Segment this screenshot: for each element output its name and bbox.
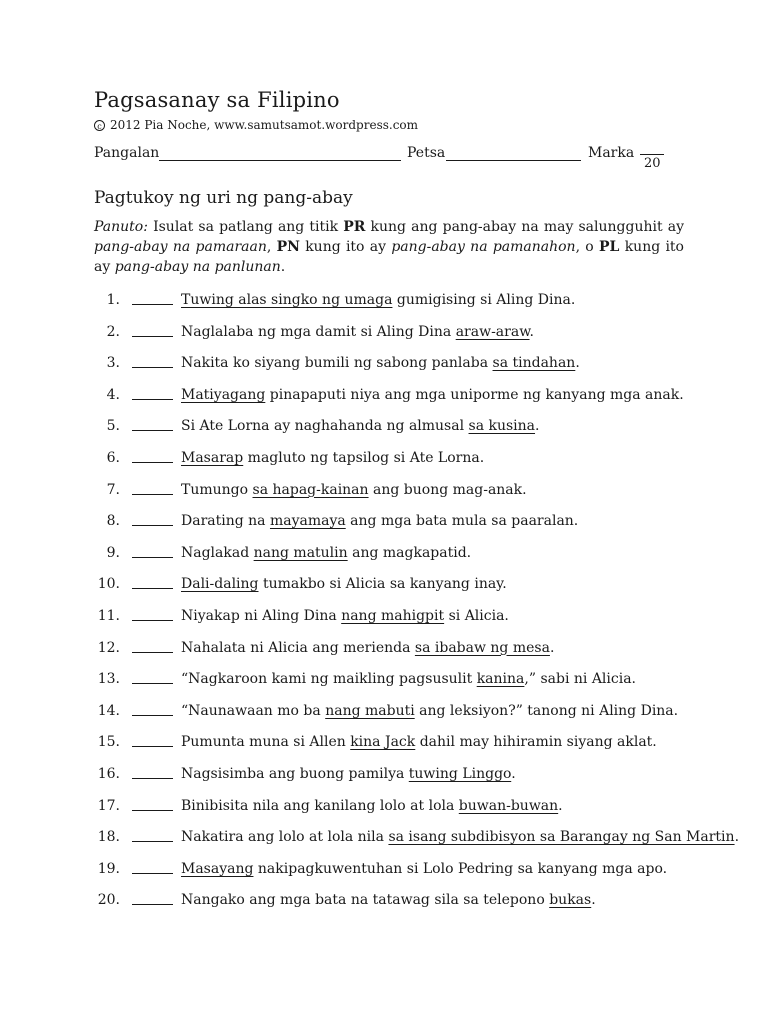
question-sentence xyxy=(181,542,471,564)
sentence-text: . xyxy=(549,639,555,656)
question-item xyxy=(94,352,694,384)
sentence-text: Binibisita nila ang kanilang lolo at lola xyxy=(181,797,459,814)
underlined-adverb: Masarap xyxy=(181,449,244,466)
question-item xyxy=(94,889,694,921)
sentence-text: Niyakap ni Aling Dina xyxy=(181,607,342,624)
underlined-adverb: sa ibabaw ng mesa xyxy=(414,639,550,656)
sentence-text: Nahalata ni Alicia ang merienda xyxy=(181,639,415,656)
instructions-text: kung ang pang-abay na may salungguhit ay xyxy=(365,219,684,235)
sentence-text: ang mga bata mula sa paaralan. xyxy=(345,513,579,530)
question-sentence xyxy=(181,510,578,532)
sentence-text: . xyxy=(529,323,534,340)
instructions-text: kung ito ay xyxy=(299,239,392,255)
answer-blank[interactable] xyxy=(132,479,173,495)
answer-blank[interactable] xyxy=(132,826,173,842)
sentence-text: Naglalaba ng mga damit si Aling Dina xyxy=(181,323,456,340)
underlined-adverb: sa hapag-kainan xyxy=(252,481,369,498)
score-label: Marka xyxy=(588,145,635,161)
answer-blank[interactable] xyxy=(132,668,173,684)
question-sentence xyxy=(181,889,596,911)
score-total: 20 xyxy=(644,156,661,171)
sentence-text: Si Ate Lorna ay naghahanda ng almusal xyxy=(181,418,469,435)
underlined-adverb: sa kusina xyxy=(468,418,536,435)
question-sentence xyxy=(181,668,636,690)
question-sentence xyxy=(181,731,657,753)
copyright-icon: c xyxy=(94,120,105,131)
question-number: 13. xyxy=(97,671,120,688)
question-item xyxy=(94,510,694,542)
question-number: 12. xyxy=(97,639,120,656)
question-number: 17. xyxy=(97,797,120,814)
question-item xyxy=(94,731,694,763)
answer-blank[interactable] xyxy=(132,447,173,463)
section-title: Pagtukoy ng uri ng pang-abay xyxy=(94,188,353,208)
sentence-text: . xyxy=(575,355,580,372)
sentence-text: Nangako ang mga bata na tatawag sila sa telepono xyxy=(181,892,550,909)
sentence-text: “Nagkaroon kami ng maikling pagsusulit xyxy=(181,671,477,688)
answer-blank[interactable] xyxy=(132,542,173,558)
question-sentence xyxy=(181,826,739,848)
sentence-text: gumigising si Aling Dina. xyxy=(392,292,576,308)
answer-blank[interactable] xyxy=(132,795,173,811)
question-sentence xyxy=(181,763,516,785)
answer-blank[interactable] xyxy=(132,289,173,305)
question-number: 2. xyxy=(106,323,120,340)
question-item xyxy=(94,763,694,795)
answer-blank[interactable] xyxy=(132,858,173,874)
answer-blank[interactable] xyxy=(132,700,173,716)
sentence-text: ang leksiyon?” tanong ni Aling Dina. xyxy=(414,702,679,719)
question-sentence xyxy=(181,352,580,374)
underlined-adverb: Masayang xyxy=(181,860,254,877)
sentence-text: tumakbo si Alicia sa kanyang inay. xyxy=(258,576,507,593)
underlined-adverb: sa tindahan xyxy=(492,355,576,372)
code-pr: PR xyxy=(343,219,366,235)
question-item xyxy=(94,668,694,700)
sentence-text: “Naunawaan mo ba xyxy=(181,702,326,719)
question-number: 9. xyxy=(106,544,120,561)
underlined-adverb: nang mabuti xyxy=(325,702,415,719)
question-item xyxy=(94,637,694,669)
question-list xyxy=(94,289,740,921)
question-item xyxy=(94,795,694,827)
score-field[interactable] xyxy=(640,154,664,155)
question-number: 3. xyxy=(106,355,120,372)
sentence-text: . xyxy=(511,765,516,782)
sentence-text: pinapaputi niya ang mga uniporme ng kanyang mga anak. xyxy=(265,386,684,403)
question-sentence xyxy=(181,637,554,659)
sentence-text: . xyxy=(591,892,596,909)
underlined-adverb: bukas xyxy=(549,892,592,909)
name-field[interactable] xyxy=(159,160,401,161)
question-number: 15. xyxy=(97,734,120,751)
copyright-line xyxy=(94,118,418,132)
copyright-text: 2012 Pia Noche, www.samutsamot.wordpress.com xyxy=(110,118,419,132)
answer-blank[interactable] xyxy=(132,321,173,337)
answer-blank[interactable] xyxy=(132,605,173,621)
sentence-text: Naglakad xyxy=(181,544,254,561)
question-number: 7. xyxy=(106,481,120,498)
question-item xyxy=(94,826,740,858)
page-title: Pagsasanay sa Filipino xyxy=(94,88,340,112)
question-item xyxy=(94,605,694,637)
answer-blank[interactable] xyxy=(132,763,173,779)
question-number: 20. xyxy=(97,892,120,909)
name-label: Pangalan xyxy=(94,145,160,161)
question-sentence xyxy=(181,384,684,406)
sentence-text: Nagsisimba ang buong pamilya xyxy=(181,765,409,782)
answer-blank[interactable] xyxy=(132,731,173,747)
underlined-adverb: buwan-buwan xyxy=(458,797,559,814)
underlined-adverb: kina Jack xyxy=(350,734,416,751)
student-info-row xyxy=(94,145,674,175)
answer-blank[interactable] xyxy=(132,352,173,368)
code-pn: PN xyxy=(276,239,300,255)
sentence-text: ,” sabi ni Alicia. xyxy=(524,671,636,688)
question-sentence xyxy=(181,605,509,627)
underlined-adverb: kanina xyxy=(476,671,525,688)
sentence-text: . xyxy=(734,829,740,846)
underlined-adverb: Dali-daling xyxy=(181,576,259,593)
question-item xyxy=(94,573,694,605)
question-item xyxy=(94,542,694,574)
answer-blank[interactable] xyxy=(132,889,173,905)
underlined-adverb: nang matulin xyxy=(253,544,348,561)
question-number: 16. xyxy=(97,765,120,782)
question-number: 8. xyxy=(106,513,120,530)
instructions-text: , xyxy=(266,239,277,255)
question-sentence xyxy=(181,795,563,817)
question-number: 18. xyxy=(97,829,120,846)
question-sentence xyxy=(181,415,539,437)
question-number: 14. xyxy=(97,702,120,719)
question-item xyxy=(94,479,694,511)
answer-blank[interactable] xyxy=(132,384,173,400)
date-field[interactable] xyxy=(446,160,581,161)
question-number: 11. xyxy=(97,607,120,624)
question-item xyxy=(94,858,694,890)
sentence-text: . xyxy=(558,797,563,814)
sentence-text: Darating na xyxy=(181,513,270,530)
question-number: 5. xyxy=(106,418,120,435)
instructions-text: Isulat sa patlang ang titik xyxy=(147,219,344,235)
sentence-text: Nakita ko siyang bumili ng sabong panlaba xyxy=(181,355,493,372)
question-item xyxy=(94,700,694,732)
question-item xyxy=(94,415,694,447)
sentence-text: Pumunta muna si Allen xyxy=(181,734,351,751)
sentence-text: dahil may hihiramin siyang aklat. xyxy=(415,734,657,751)
sentence-text: nakipagkuwentuhan si Lolo Pedring sa kanyang mga apo. xyxy=(253,860,668,877)
answer-blank[interactable] xyxy=(132,415,173,431)
underlined-adverb: Matiyagang xyxy=(181,386,266,403)
question-number: 1. xyxy=(106,292,120,308)
question-number: 6. xyxy=(106,449,120,466)
question-sentence xyxy=(181,700,678,722)
sentence-text: ang magkapatid. xyxy=(347,544,472,561)
instructions-text: , o xyxy=(575,239,600,255)
question-sentence xyxy=(181,289,575,311)
instructions-lead: Panuto: xyxy=(94,219,148,235)
question-sentence xyxy=(181,479,527,501)
sentence-text: si Alicia. xyxy=(444,607,509,624)
instructions xyxy=(94,217,684,277)
sentence-text: Nakatira ang lolo at lola nila xyxy=(181,829,389,846)
underlined-adverb: araw-araw xyxy=(455,323,530,340)
question-number: 4. xyxy=(106,386,120,403)
underlined-adverb: nang mahigpit xyxy=(341,607,445,624)
question-number: 19. xyxy=(97,860,120,877)
underlined-adverb: Tuwing alas singko ng umaga xyxy=(181,292,393,308)
question-sentence xyxy=(181,858,667,880)
question-item xyxy=(94,321,694,353)
underlined-adverb: tuwing Linggo xyxy=(408,765,512,782)
type-pamanahon: pang-abay na pamanahon xyxy=(391,239,576,255)
type-pamaraan: pang-abay na pamaraan xyxy=(94,239,267,255)
question-item xyxy=(94,447,694,479)
underlined-adverb: sa isang subdibisyon sa Barangay ng San Martin xyxy=(388,829,735,846)
instructions-text: kung ito ay xyxy=(94,239,684,275)
date-label: Petsa xyxy=(407,145,446,161)
question-sentence xyxy=(181,573,507,595)
question-item xyxy=(94,384,694,416)
sentence-text: Tumungo xyxy=(181,481,253,498)
instructions-text: . xyxy=(280,259,286,275)
answer-blank[interactable] xyxy=(132,573,173,589)
sentence-text: . xyxy=(535,418,540,435)
question-number: 10. xyxy=(97,576,120,593)
question-sentence xyxy=(181,447,484,469)
sentence-text: ang buong mag-anak. xyxy=(368,481,527,498)
question-sentence xyxy=(181,321,534,343)
answer-blank[interactable] xyxy=(132,637,173,653)
sentence-text: magluto ng tapsilog si Ate Lorna. xyxy=(243,449,485,466)
code-pl: PL xyxy=(599,239,620,255)
question-item xyxy=(94,289,694,321)
type-panlunan: pang-abay na panlunan xyxy=(114,259,281,275)
underlined-adverb: mayamaya xyxy=(269,513,346,530)
answer-blank[interactable] xyxy=(132,510,173,526)
